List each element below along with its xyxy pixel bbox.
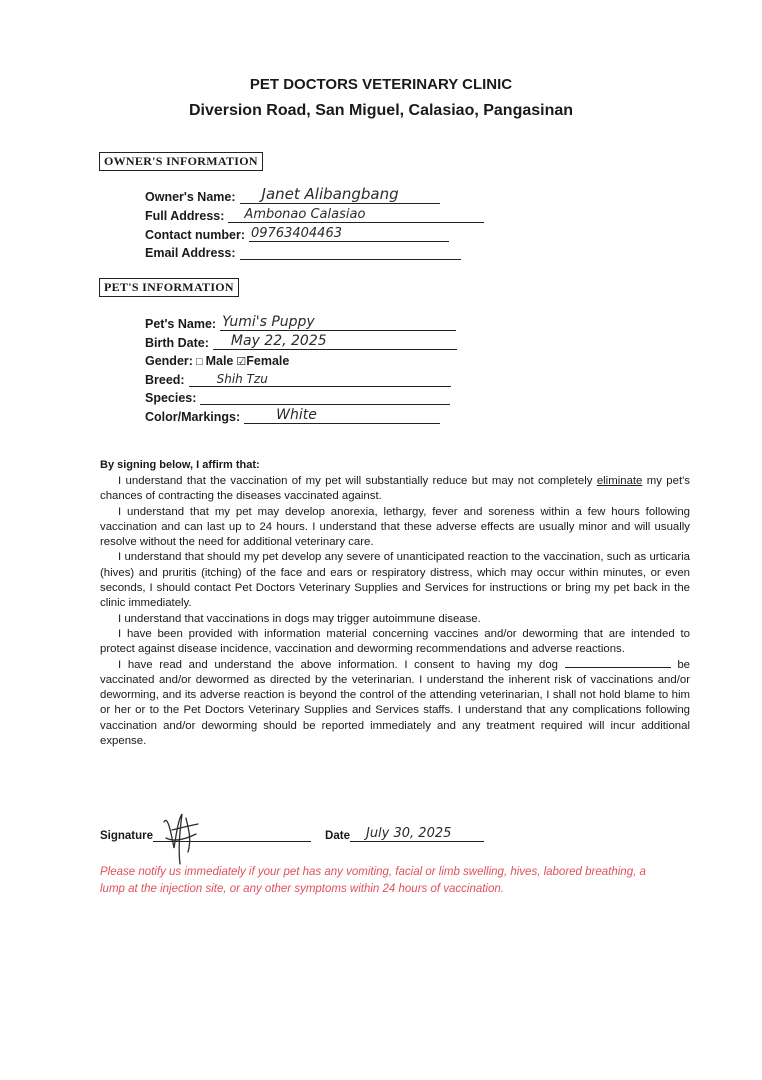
consent-p6-text-end: be vaccinated and/or dewormed as directed by the veterinarian. I understand the inherent risk of vaccinations and/or deworming, and its adverse reaction is beyond the control of the attending veterinarian, I shall not hold blame to him or her or to the Pet Doctors Veterinary Supplies and Services staffs. I understand that any complications following vaccination and/or deworming should be reported immediately and any treatment required will incur additional expense. — [100, 658, 690, 748]
birth-date-value: May 22, 2025 — [230, 333, 327, 349]
email-label: Email Address: — [145, 246, 236, 260]
gender-field — [145, 354, 289, 368]
date-line[interactable] — [350, 826, 484, 842]
consent-paragraphs — [100, 474, 690, 749]
pet-name-field — [145, 314, 456, 331]
breed-field — [145, 373, 451, 387]
consent-p6-text: I have read and understand the above information. I consent to having my dog — [118, 658, 565, 671]
consent-paragraph-4: I understand that vaccinations in dogs may trigger autoimmune disease. — [118, 612, 481, 625]
owner-name-value: Janet Alibangbang — [261, 185, 399, 203]
male-label: Male — [205, 354, 234, 368]
breed-label: Breed: — [145, 373, 185, 387]
species-field — [145, 391, 450, 405]
signature-label: Signature — [100, 830, 154, 842]
aftercare-notice: Please notify us immediately if your pet has any vomiting, facial or limb swelling, hives, labored breathing, a lump at the injection site, or any other symptoms within 24 hours of vaccination. — [100, 866, 646, 895]
species-label: Species: — [145, 391, 197, 405]
contact-number-value: 09763404463 — [251, 226, 342, 241]
gender-label: Gender: — [145, 354, 193, 368]
owner-address-label: Full Address: — [145, 209, 225, 223]
contact-number-label: Contact number: — [145, 228, 245, 242]
contact-number-field — [145, 228, 449, 242]
birth-date-line[interactable] — [213, 333, 457, 350]
handwritten-signature — [158, 808, 206, 870]
owner-address-field — [145, 209, 484, 223]
owner-address-value: Ambonao Calasiao — [244, 207, 366, 222]
male-checkbox[interactable]: □ — [195, 356, 203, 368]
pet-name-value: Yumi's Puppy — [222, 314, 315, 330]
clinic-address: Diversion Road, San Miguel, Calasiao, Pangasinan — [188, 102, 574, 119]
clinic-name: PET DOCTORS VETERINARY CLINIC — [249, 76, 513, 93]
consent-paragraph-1 — [100, 474, 690, 505]
pet-section-title: PET'S INFORMATION — [99, 278, 239, 297]
owner-name-label: Owner's Name: — [145, 190, 236, 204]
consent-paragraph-5: I have been provided with information material concerning vaccines and/or deworming that are intended to protect against disease incidence, vaccination and deworming recommendations and adverse reactions. — [100, 627, 690, 656]
consent-paragraph-3: I understand that should my pet develop any severe of unanticipated reaction to the vaccination, such as urticaria (hives) and pruritis (itching) of the face and ears or respiratory distress, which may occur within minutes, or even seconds, I should contact Pet Doctors Veterinary Supplies and Services for instructions or bring my pet back in the clinic immediately. — [100, 551, 690, 610]
consent-p1-text-end: my pet's chances of contracting the diseases vaccinated against. — [100, 475, 691, 503]
pet-name-line[interactable] — [220, 314, 456, 331]
consent-paragraph-6 — [100, 658, 690, 750]
species-line[interactable] — [200, 391, 450, 405]
consent-paragraph-2: I understand that my pet may develop anorexia, lethargy, fever and soreness within a few hours following vaccination and can last up to 24 hours. I understand that these adverse effects are usually minor and will usually resolve without the need for additional veterinary care. — [100, 505, 690, 549]
female-checkbox-checked[interactable]: ☑ — [236, 356, 247, 368]
email-line[interactable] — [240, 246, 461, 260]
color-markings-value: White — [276, 407, 317, 423]
dog-name-blank[interactable] — [565, 658, 671, 668]
owner-address-line[interactable] — [228, 209, 484, 223]
color-markings-field — [145, 407, 440, 424]
affirm-title: By signing below, I affirm that: — [100, 459, 260, 471]
date-label: Date — [325, 830, 350, 842]
contact-number-line[interactable] — [249, 228, 449, 242]
email-field — [145, 246, 461, 260]
owner-section-title: OWNER'S INFORMATION — [99, 152, 263, 171]
breed-line[interactable] — [189, 373, 451, 387]
color-markings-line[interactable] — [244, 407, 440, 424]
owner-name-line[interactable] — [240, 185, 440, 204]
birth-date-field — [145, 333, 457, 350]
breed-value: Shih Tzu — [216, 372, 268, 386]
consent-p1-text: I understand that the vaccination of my pet will substantially reduce but may not completely — [118, 475, 597, 487]
pet-name-label: Pet's Name: — [145, 317, 217, 331]
date-value: July 30, 2025 — [365, 826, 452, 841]
consent-p1-underlined: eliminate — [596, 475, 643, 487]
birth-date-label: Birth Date: — [145, 336, 209, 350]
color-markings-label: Color/Markings: — [145, 410, 241, 424]
owner-name-field — [145, 185, 440, 204]
female-label: Female — [246, 354, 290, 368]
